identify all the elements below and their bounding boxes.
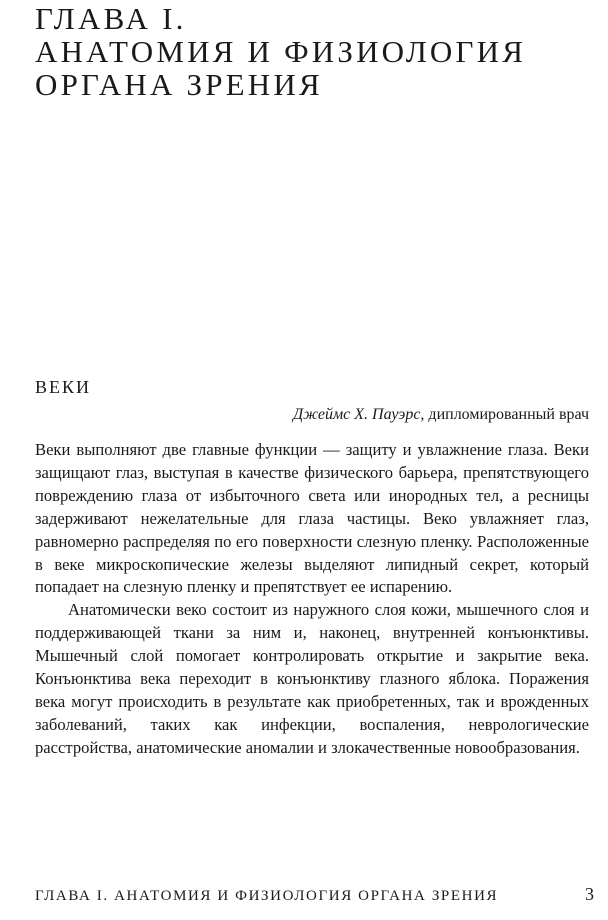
section-title: ВЕКИ [35,377,92,397]
author-credential: , дипломированный врач [420,406,589,423]
paragraph-2: Анатомически веко состоит из наружного слоя кожи, мышечного слоя и поддерживающей ткани за ним и, наконец, внутренней конъюнктивы. Мышечный слой помогает контролировать открытие и закрытие века. Конъюнктива века переходит в конъюнктиву глазного яблока. Поражения века могут происходить в результате как приобретенных, так и врожденных заболеваний, таких как инфекции, воспаления, неврологические расстройства, анатомические аномалии и злокачественные новообразования. [35,600,589,757]
chapter-title-line2: ОРГАНА ЗРЕНИЯ [35,67,323,102]
chapter-heading [35,2,595,101]
author-name: Джеймс Х. Пауэрс [292,406,421,423]
page-number: 3 [585,884,594,904]
chapter-title-line1: АНАТОМИЯ И ФИЗИОЛОГИЯ [35,34,527,69]
running-footer: ГЛАВА I. АНАТОМИЯ И ФИЗИОЛОГИЯ ОРГАНА ЗРЕНИЯ [35,888,499,904]
author-attribution [293,405,589,425]
paragraph-1: Веки выполняют две главные функции — защиту и увлажнение глаза. Веки защищают глаз, выступая в качестве физического барьера, препятствующего повреждению глаза от избыточного света или инородных тел, а ресницы задерживают нежелательные для глаза частицы. Веко увлажняет глаз, равномерно распределяя по его поверхности слезную пленку. Расположенные в веке микроскопические железы выделяют липидный секрет, который попадает на слезную пленку и препятствует ее испарению. [35,440,589,597]
body-text [35,439,589,760]
chapter-number: ГЛАВА I. [35,1,187,36]
